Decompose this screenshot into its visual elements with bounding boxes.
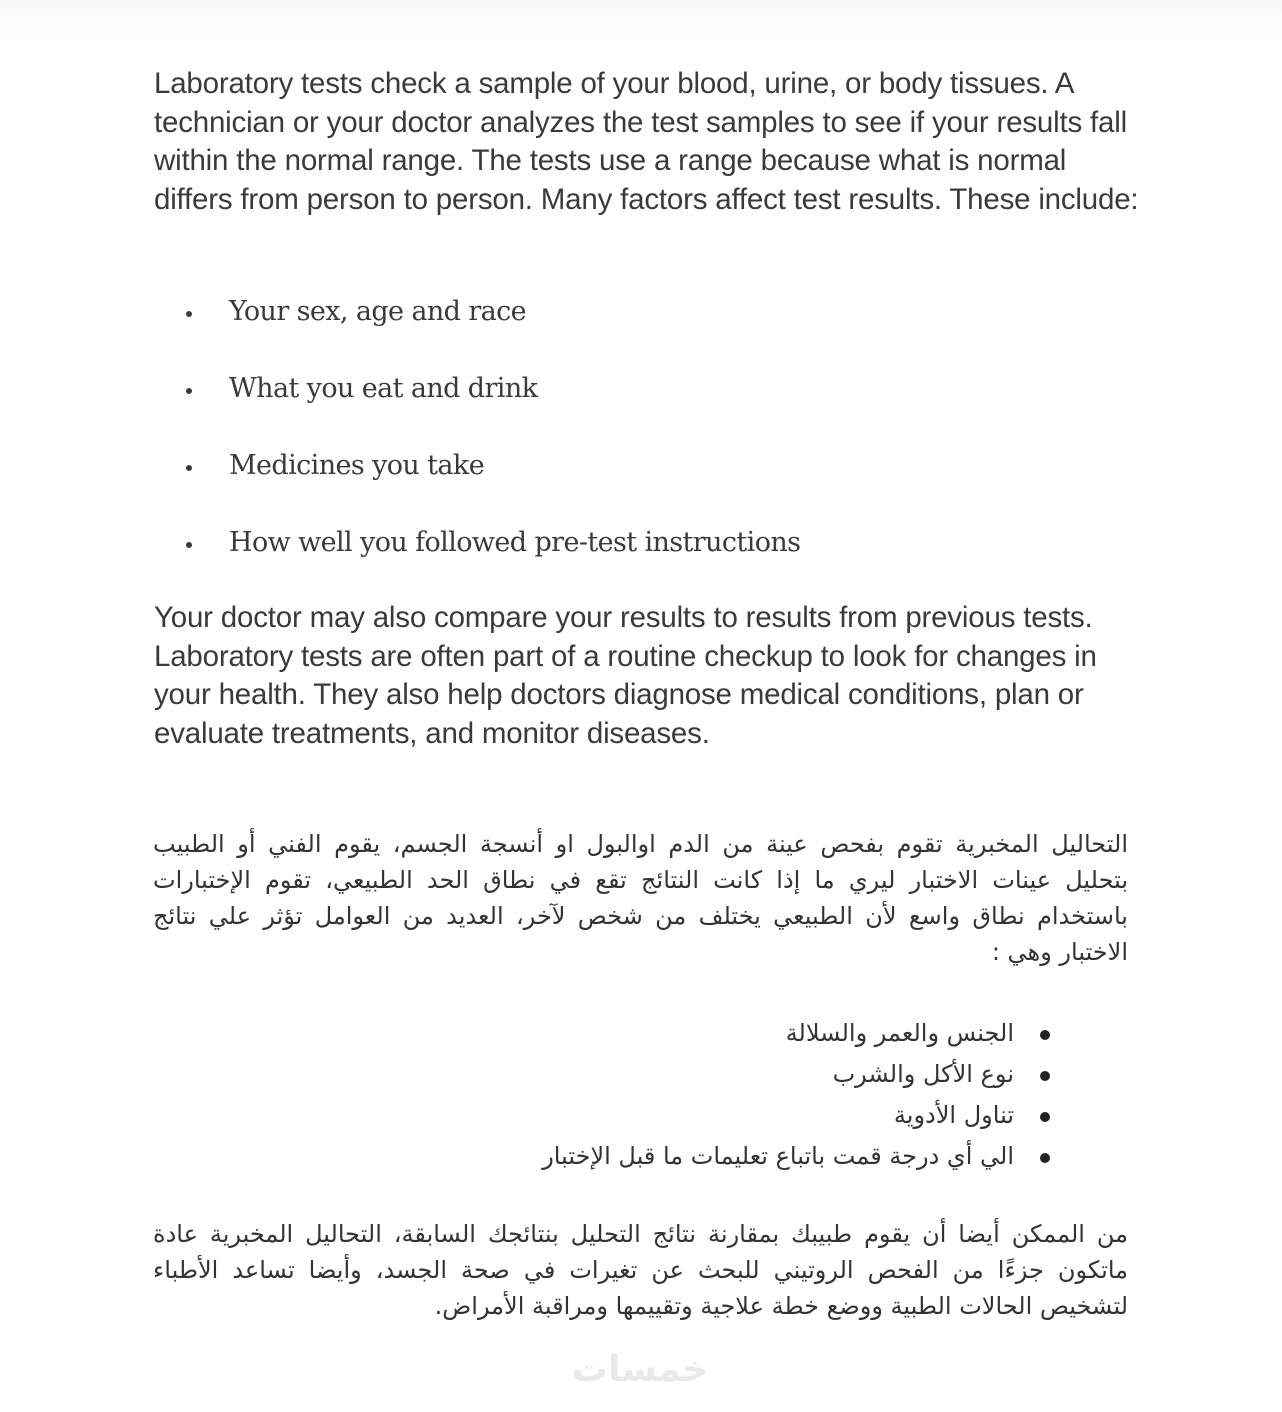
bullet-icon <box>1040 1030 1050 1040</box>
list-item-text: الجنس والعمر والسلالة <box>785 1019 1014 1047</box>
list-item-text: Medicines you take <box>229 450 485 481</box>
bullet-icon <box>186 542 192 548</box>
list-item-text: Your sex, age and race <box>229 296 527 327</box>
list-item-text: نوع الأكل والشرب <box>832 1060 1014 1088</box>
english-factors-list <box>186 290 800 598</box>
bullet-icon <box>186 465 192 471</box>
arabic-factors-list <box>542 1014 1050 1178</box>
bullet-icon <box>1040 1153 1050 1163</box>
bullet-icon <box>1040 1071 1050 1081</box>
list-item <box>542 1014 1050 1055</box>
list-item <box>186 367 800 444</box>
list-item <box>186 444 800 521</box>
list-item <box>542 1055 1050 1096</box>
list-item <box>186 521 800 598</box>
arabic-intro-paragraph: التحاليل المخبرية تقوم بفحص عينة من الدم اوالبول او أنسجة الجسم، يقوم الفني أو الطبيب بتحليل عينات الاختبار ليري ما إذا كانت النتائج تقع في نطاق الحد الطبيعي، تقوم الإختبارات باستخدام نطاق واسع لأن الطبيعي يختلف من شخص لآخر، العديد من العوامل تؤثر علي نتائج الاختبار وهي : <box>153 830 1128 966</box>
list-item <box>186 290 800 367</box>
arabic-closing-paragraph: من الممكن أيضا أن يقوم طبيبك بمقارنة نتائج التحليل بنتائجك السابقة، التحاليل المخبرية عادة ماتكون جزءًا من الفحص الروتيني للبحث عن تغيرات في صحة الجسد، وأيضا تساعد الأطباء لتشخيص الحالات الطبية ووضع خطة علاجية وتقييمها ومراقبة الأمراض. <box>153 1220 1128 1320</box>
list-item-text: تناول الأدوية <box>893 1101 1014 1129</box>
bullet-icon <box>1040 1112 1050 1122</box>
english-intro-paragraph: Laboratory tests check a sample of your blood, urine, or body tissues. A technician or your doctor analyzes the test samples to see if your results fall within the normal range. The tests use a range because what is normal differs from person to person. Many factors affect test results. These include: <box>154 67 1139 216</box>
list-item <box>542 1137 1050 1178</box>
bullet-icon <box>186 311 192 317</box>
bullet-icon <box>186 388 192 394</box>
list-item-text: الي أي درجة قمت باتباع تعليمات ما قبل الإختبار <box>542 1142 1014 1170</box>
english-closing-paragraph: Your doctor may also compare your results to results from previous tests. Laboratory tests are often part of a routine checkup to look for changes in your health. They also help doctors diagnose medical conditions, plan or evaluate treatments, and monitor diseases. <box>154 601 1097 750</box>
list-item-text: How well you followed pre-test instructions <box>229 527 801 558</box>
khamsat-watermark-logo: خمسات <box>571 1349 709 1390</box>
list-item-text: What you eat and drink <box>229 373 538 404</box>
list-item <box>542 1096 1050 1137</box>
